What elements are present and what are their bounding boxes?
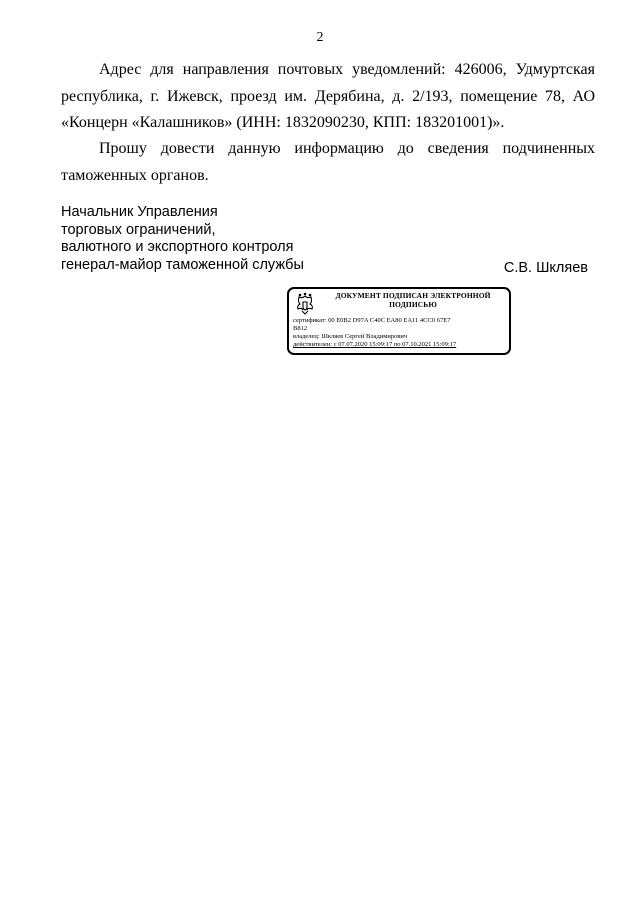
coat-of-arms-emblem-icon bbox=[293, 292, 317, 316]
paragraph-request bbox=[61, 136, 595, 189]
paragraph-request-text: Прошу довести данную информацию до сведения подчиненных таможенных органов. bbox=[61, 140, 595, 184]
signatory-position-line: валютного и экспортного контроля bbox=[61, 239, 294, 255]
stamp-title bbox=[321, 292, 505, 309]
signatory-position-line: генерал-майор таможенной службы bbox=[61, 256, 304, 273]
paragraph-address-text: Адрес для направления почтовых уведомлений: 426006, Удмуртская республика, г. Ижевск, проезд им. Дерябина, д. 2/193, помещение 78, АО «Концерн «Калашников» (ИНН: 1832090230, КПП: 183201001)». bbox=[61, 61, 595, 131]
page-number: 2 bbox=[316, 30, 324, 45]
paragraph-address bbox=[61, 57, 595, 137]
signatory-position-line: торговых ограничений, bbox=[61, 221, 216, 238]
electronic-signature-stamp bbox=[287, 287, 511, 355]
stamp-owner: владелец: Шкляев Сергей Владимирович bbox=[293, 333, 408, 340]
stamp-validity: действителен: с 07.07.2020 15:09:17 по 07.10.2021 15:09:17 bbox=[293, 341, 457, 348]
signatory-position bbox=[61, 204, 304, 274]
stamp-certificate: сертификат: 00 E0B2 D97A C40C EA80 EA11 4CC0 67E7 bbox=[293, 317, 451, 324]
stamp-details bbox=[293, 317, 505, 349]
signatory-position-line: Начальник Управления bbox=[61, 204, 218, 220]
stamp-title-line: ДОКУМЕНТ ПОДПИСАН ЭЛЕКТРОННОЙ bbox=[335, 291, 491, 300]
signatory-name: С.В. Шкляев bbox=[503, 260, 588, 276]
stamp-title-line: ПОДПИСЬЮ bbox=[389, 299, 437, 309]
stamp-certificate-cont: B812 bbox=[293, 325, 308, 332]
